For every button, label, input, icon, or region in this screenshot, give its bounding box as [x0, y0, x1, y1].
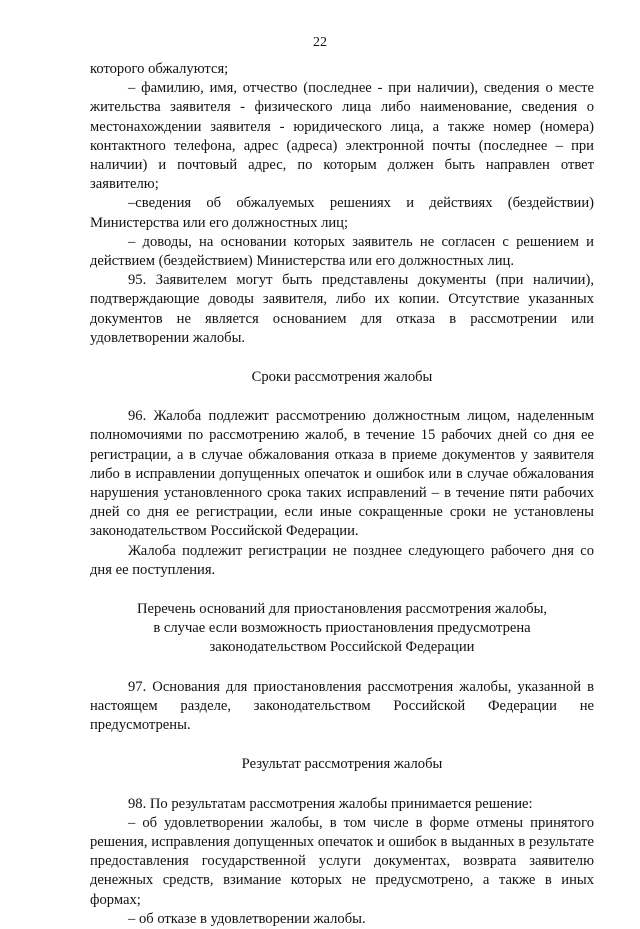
- section-heading-review-terms: Сроки рассмотрения жалобы: [251, 369, 433, 386]
- paragraph-96: 96. Жалоба подлежит рассмотрению должностным лицом, наделенным полномочиями по рассмотрению жалоб, в течение 15 рабочих дней со дня ее регистрации, а в случае обжалования отказа в приеме документов у заявителя либо в исправлении допущенных опечаток и ошибок или в случае обжалования нарушения установленного срока таких исправлений – в течение пяти рабочих дней со дня ее регистрации, если иные сокращенные сроки не установлены законодательством Российской Федерации.: [90, 408, 594, 540]
- paragraph-continuation: которого обжалуются;: [90, 61, 229, 77]
- paragraph-95: 95. Заявителем могут быть представлены документы (при наличии), подтверждающие доводы заявителя, либо их копии. Отсутствие указанных документов не является основанием для отказа в рассмотрении или удовлетворении жалобы.: [90, 272, 594, 346]
- paragraph-list-item-applicant-info: – фамилию, имя, отчество (последнее - при наличии), сведения о месте жительства заявителя - физического лица либо наименование, сведения о местонахождении заявителя - юридического лица, а также номер (номера) контактного телефона, адрес (адреса) электронной почты (последнее – при наличии) и почтовый адрес, по которым должен быть направлен ответ заявителю;: [90, 80, 594, 193]
- section-heading-result: Результат рассмотрения жалобы: [241, 756, 443, 773]
- paragraph-list-item-arguments: – доводы, на основании которых заявитель не согласен с решением и действием (бездействием) Министерства или его должностных лиц.: [90, 233, 594, 270]
- page-number: 22: [313, 35, 327, 50]
- paragraph-list-item-refuse: – об отказе в удовлетворении жалобы.: [128, 910, 366, 927]
- paragraph-list-item-satisfy: – об удовлетворении жалобы, в том числе в форме отмены принятого решения, исправления допущенных опечаток и ошибок в выданных в результате предоставления государственной услуги документах, возврата заявителю денежных средств, взимание которых не предусмотрено, а также в иных формах;: [90, 814, 594, 908]
- section-heading-suspension-line-2: в случае если возможность приостановления предусмотрена: [153, 620, 531, 637]
- section-heading-suspension-line-1: Перечень оснований для приостановления рассмотрения жалобы,: [136, 601, 548, 618]
- paragraph-registration: Жалоба подлежит регистрации не позднее следующего рабочего дня со дня ее поступления.: [90, 542, 594, 578]
- paragraph-list-item-decisions: –сведения об обжалуемых решениях и действиях (бездействии) Министерства или его должностных лиц;: [90, 195, 594, 231]
- document-body: [90, 60, 594, 929]
- paragraph-97: 97. Основания для приостановления рассмотрения жалобы, указанной в настоящем разделе, законодательством Российской Федерации не предусмотрены.: [90, 678, 594, 734]
- section-heading-suspension-line-3: законодательством Российской Федерации: [209, 639, 475, 656]
- paragraph-98: 98. По результатам рассмотрения жалобы принимается решение:: [128, 795, 533, 812]
